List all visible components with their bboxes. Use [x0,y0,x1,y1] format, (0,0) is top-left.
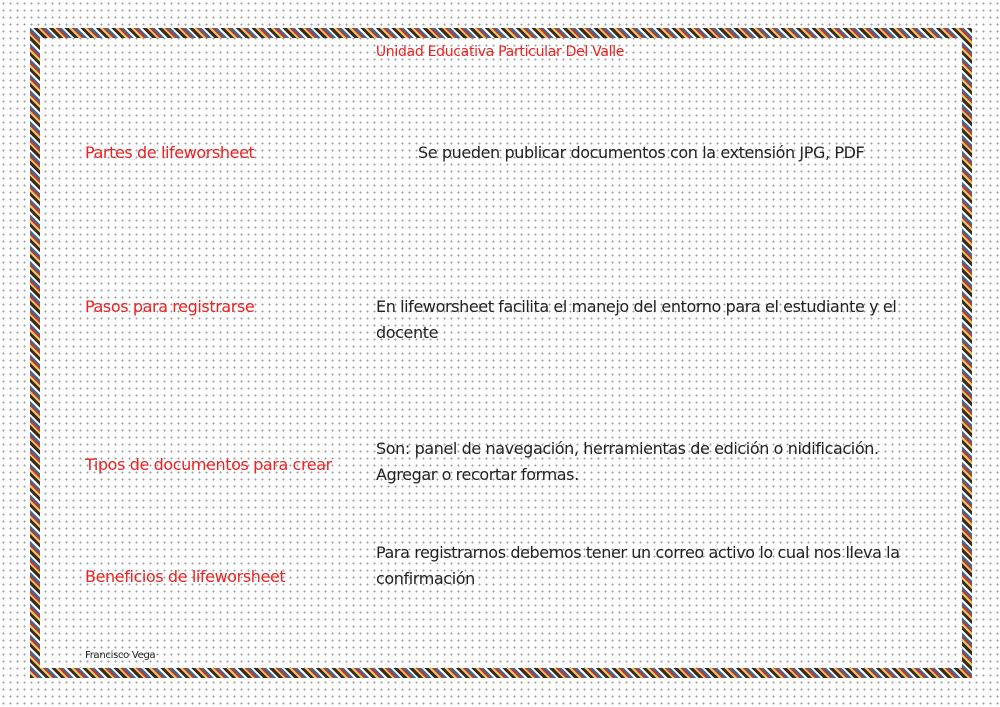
row-label-tipos: Tipos de documentos para crear [85,455,332,474]
row-text-beneficios: Para registrarnos debemos tener un correo activo lo cual nos lleva la confirmación [376,543,900,588]
row-label-partes: Partes de lifeworsheet [85,143,255,162]
author-name: Francisco Vega [85,650,156,661]
row-label-pasos: Pasos para registrarse [85,297,255,316]
row-label-beneficios: Beneficios de lifeworsheet [85,567,286,586]
school-name-heading: Unidad Educativa Particular Del Valle [375,44,625,60]
row-text-partes: Se pueden publicar documentos con la extensión JPG, PDF [418,143,865,162]
row-text-tipos: Son: panel de navegación, herramientas de edición o nidificación. Agregar o recortar formas. [376,439,879,484]
row-text-pasos: En lifeworsheet facilita el manejo del entorno para el estudiante y el docente [376,297,897,342]
